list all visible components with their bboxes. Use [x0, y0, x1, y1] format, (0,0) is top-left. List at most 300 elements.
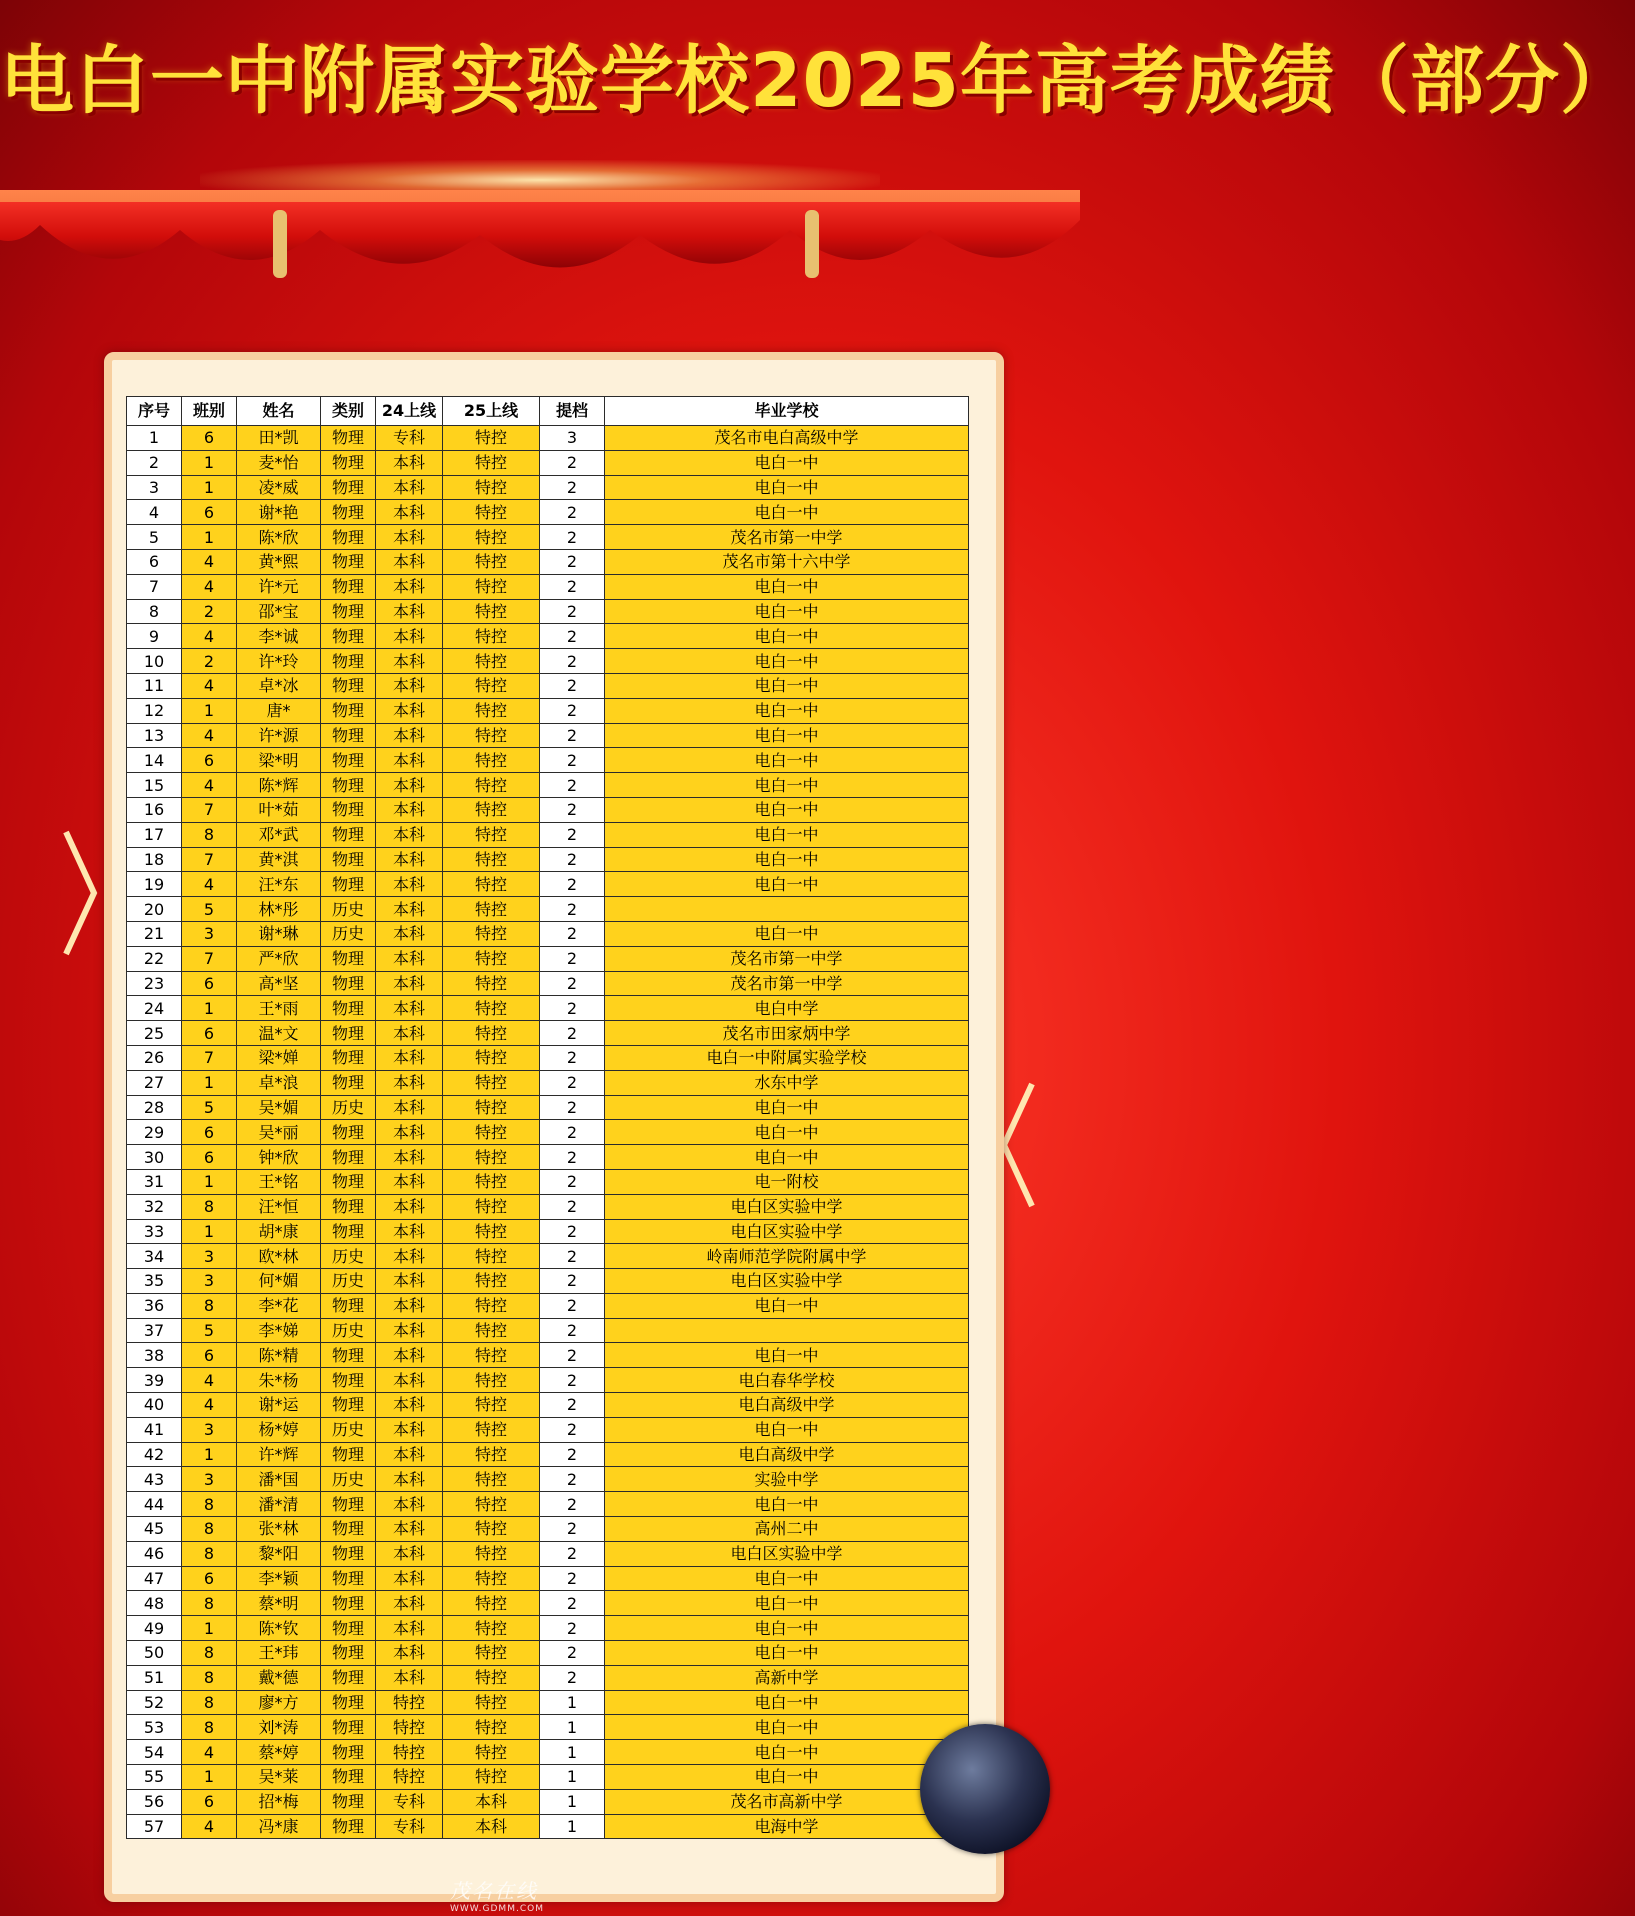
- cell-serial: 52: [127, 1690, 182, 1715]
- cell-school: 岭南师范学院附属中学: [605, 1244, 969, 1269]
- cell-25-line: 特控: [443, 847, 540, 872]
- cell-category: 历史: [321, 1269, 376, 1294]
- cell-class: 4: [182, 549, 237, 574]
- table-row: [127, 673, 969, 698]
- cell-name: 黎*阳: [237, 1541, 321, 1566]
- table-row: [127, 1566, 969, 1591]
- table-row: [127, 1021, 969, 1046]
- cell-tier: 2: [540, 500, 605, 525]
- cell-24-line: 本科: [376, 1021, 443, 1046]
- cell-tier: 2: [540, 748, 605, 773]
- cell-24-line: 本科: [376, 1145, 443, 1170]
- cell-tier: 2: [540, 1269, 605, 1294]
- cell-24-line: 本科: [376, 1120, 443, 1145]
- table-row: [127, 1616, 969, 1641]
- table-row: [127, 450, 969, 475]
- cell-name: 汪*恒: [237, 1194, 321, 1219]
- cell-class: 6: [182, 426, 237, 451]
- cell-25-line: 特控: [443, 1442, 540, 1467]
- cell-category: 物理: [321, 624, 376, 649]
- cell-name: 李*诚: [237, 624, 321, 649]
- cell-25-line: 特控: [443, 500, 540, 525]
- cell-school: 电白一中: [605, 1591, 969, 1616]
- cell-name: 胡*康: [237, 1219, 321, 1244]
- cell-tier: 1: [540, 1765, 605, 1790]
- cell-24-line: 本科: [376, 797, 443, 822]
- cell-serial: 37: [127, 1318, 182, 1343]
- cell-25-line: 特控: [443, 1269, 540, 1294]
- cell-school: 电白区实验中学: [605, 1194, 969, 1219]
- cell-serial: 54: [127, 1740, 182, 1765]
- cell-24-line: 本科: [376, 723, 443, 748]
- cell-24-line: 专科: [376, 1789, 443, 1814]
- cell-category: 物理: [321, 996, 376, 1021]
- cell-24-line: 专科: [376, 1814, 443, 1839]
- cell-category: 物理: [321, 1641, 376, 1666]
- table-row: [127, 1492, 969, 1517]
- cell-24-line: 本科: [376, 1343, 443, 1368]
- cell-serial: 7: [127, 574, 182, 599]
- cell-class: 8: [182, 1293, 237, 1318]
- cell-serial: 42: [127, 1442, 182, 1467]
- cell-school: 电白一中: [605, 624, 969, 649]
- cell-school: 电白一中: [605, 1095, 969, 1120]
- table-row: [127, 1293, 969, 1318]
- cell-25-line: 特控: [443, 599, 540, 624]
- cell-tier: 2: [540, 1169, 605, 1194]
- cell-serial: 2: [127, 450, 182, 475]
- cell-25-line: 特控: [443, 1715, 540, 1740]
- table-row: [127, 971, 969, 996]
- cell-class: 5: [182, 897, 237, 922]
- cell-25-line: 特控: [443, 971, 540, 996]
- table-row: [127, 797, 969, 822]
- cell-serial: 18: [127, 847, 182, 872]
- cell-name: 麦*怡: [237, 450, 321, 475]
- cell-24-line: 本科: [376, 1045, 443, 1070]
- cell-tier: 2: [540, 797, 605, 822]
- cell-school: 电白一中: [605, 1492, 969, 1517]
- table-row: [127, 1715, 969, 1740]
- table-row: [127, 599, 969, 624]
- cell-name: 陈*欣: [237, 525, 321, 550]
- cell-school: 电白一中: [605, 1145, 969, 1170]
- cell-25-line: 特控: [443, 1244, 540, 1269]
- cell-tier: 2: [540, 1665, 605, 1690]
- cell-school: 电白区实验中学: [605, 1541, 969, 1566]
- table-row: [127, 1765, 969, 1790]
- cell-tier: 2: [540, 450, 605, 475]
- cell-school: 电白区实验中学: [605, 1219, 969, 1244]
- cell-name: 廖*方: [237, 1690, 321, 1715]
- cell-tier: 2: [540, 773, 605, 798]
- cell-24-line: 本科: [376, 574, 443, 599]
- cell-24-line: 本科: [376, 1442, 443, 1467]
- table-row: [127, 773, 969, 798]
- header-class: 班别: [182, 397, 237, 426]
- table-row: [127, 897, 969, 922]
- cell-school: 高州二中: [605, 1517, 969, 1542]
- cell-category: 物理: [321, 1690, 376, 1715]
- table-row: [127, 822, 969, 847]
- cell-category: 物理: [321, 748, 376, 773]
- cell-25-line: 特控: [443, 1492, 540, 1517]
- cell-24-line: 本科: [376, 1417, 443, 1442]
- cell-tier: 2: [540, 1393, 605, 1418]
- cell-class: 1: [182, 698, 237, 723]
- cell-24-line: 本科: [376, 1368, 443, 1393]
- cell-tier: 1: [540, 1715, 605, 1740]
- cell-24-line: 本科: [376, 649, 443, 674]
- cell-24-line: 本科: [376, 748, 443, 773]
- cell-25-line: 本科: [443, 1814, 540, 1839]
- cell-category: 物理: [321, 1517, 376, 1542]
- cell-tier: 1: [540, 1690, 605, 1715]
- cell-24-line: 本科: [376, 1541, 443, 1566]
- cell-category: 物理: [321, 1566, 376, 1591]
- cell-25-line: 特控: [443, 1293, 540, 1318]
- cell-name: 叶*茹: [237, 797, 321, 822]
- cell-class: 6: [182, 1021, 237, 1046]
- cell-25-line: 特控: [443, 1045, 540, 1070]
- table-row: [127, 525, 969, 550]
- table-row: [127, 1070, 969, 1095]
- table-row: [127, 1269, 969, 1294]
- table-row: [127, 1541, 969, 1566]
- cell-school: 电白一中: [605, 1566, 969, 1591]
- cell-class: 6: [182, 748, 237, 773]
- cell-class: 8: [182, 1690, 237, 1715]
- cell-school: 茂名市高新中学: [605, 1789, 969, 1814]
- cell-school: 电白一中: [605, 475, 969, 500]
- header-25-line: 25上线: [443, 397, 540, 426]
- cell-category: 历史: [321, 897, 376, 922]
- cell-25-line: 特控: [443, 450, 540, 475]
- cell-serial: 25: [127, 1021, 182, 1046]
- cell-25-line: 特控: [443, 649, 540, 674]
- cell-24-line: 特控: [376, 1765, 443, 1790]
- cell-name: 许*元: [237, 574, 321, 599]
- cell-tier: 2: [540, 475, 605, 500]
- cell-class: 8: [182, 1715, 237, 1740]
- cell-serial: 11: [127, 673, 182, 698]
- cell-class: 4: [182, 1368, 237, 1393]
- cell-24-line: 本科: [376, 996, 443, 1021]
- cell-25-line: 特控: [443, 1541, 540, 1566]
- cell-school: 电白一中: [605, 847, 969, 872]
- cell-tier: 2: [540, 1368, 605, 1393]
- header-school: 毕业学校: [605, 397, 969, 426]
- cell-class: 3: [182, 1417, 237, 1442]
- cell-class: 6: [182, 1789, 237, 1814]
- cell-tier: 2: [540, 1021, 605, 1046]
- cell-serial: 8: [127, 599, 182, 624]
- cell-name: 吴*莱: [237, 1765, 321, 1790]
- cell-name: 许*源: [237, 723, 321, 748]
- cell-24-line: 本科: [376, 1219, 443, 1244]
- cell-class: 1: [182, 1219, 237, 1244]
- table-row: [127, 1368, 969, 1393]
- table-header-row: [127, 397, 969, 426]
- cell-school: 电白一中: [605, 797, 969, 822]
- table-row: [127, 1665, 969, 1690]
- cell-class: 1: [182, 450, 237, 475]
- right-arrow-icon: [1000, 1080, 1036, 1210]
- cell-name: 卓*冰: [237, 673, 321, 698]
- cell-name: 陈*精: [237, 1343, 321, 1368]
- cell-25-line: 特控: [443, 1393, 540, 1418]
- cell-name: 林*彤: [237, 897, 321, 922]
- cell-tier: 2: [540, 1145, 605, 1170]
- cell-25-line: 特控: [443, 525, 540, 550]
- cell-category: 历史: [321, 1318, 376, 1343]
- cell-24-line: 本科: [376, 1492, 443, 1517]
- cell-school: 电白一中: [605, 1293, 969, 1318]
- cell-serial: 34: [127, 1244, 182, 1269]
- cell-serial: 30: [127, 1145, 182, 1170]
- table-row: [127, 1244, 969, 1269]
- cell-category: 历史: [321, 1095, 376, 1120]
- cell-school: 电白一中: [605, 574, 969, 599]
- cell-serial: 46: [127, 1541, 182, 1566]
- table-row: [127, 996, 969, 1021]
- cell-serial: 53: [127, 1715, 182, 1740]
- cell-school: 茂名市第一中学: [605, 525, 969, 550]
- cell-class: 4: [182, 673, 237, 698]
- cell-class: 1: [182, 1070, 237, 1095]
- cell-class: 4: [182, 624, 237, 649]
- cell-category: 物理: [321, 1740, 376, 1765]
- cell-25-line: 特控: [443, 872, 540, 897]
- cell-serial: 17: [127, 822, 182, 847]
- cell-name: 陈*辉: [237, 773, 321, 798]
- cell-category: 物理: [321, 822, 376, 847]
- cell-serial: 41: [127, 1417, 182, 1442]
- cell-24-line: 本科: [376, 847, 443, 872]
- cell-name: 凌*威: [237, 475, 321, 500]
- cell-25-line: 特控: [443, 1740, 540, 1765]
- cell-tier: 2: [540, 996, 605, 1021]
- cell-tier: 2: [540, 897, 605, 922]
- cell-tier: 2: [540, 847, 605, 872]
- cell-25-line: 特控: [443, 1641, 540, 1666]
- cell-category: 物理: [321, 773, 376, 798]
- cell-25-line: 特控: [443, 1690, 540, 1715]
- cell-serial: 45: [127, 1517, 182, 1542]
- cell-school: 电白一中: [605, 1690, 969, 1715]
- table-row: [127, 1219, 969, 1244]
- cell-category: 物理: [321, 1541, 376, 1566]
- cell-serial: 50: [127, 1641, 182, 1666]
- cell-class: 1: [182, 1169, 237, 1194]
- table-row: [127, 1591, 969, 1616]
- cell-25-line: 特控: [443, 1616, 540, 1641]
- cell-name: 卓*浪: [237, 1070, 321, 1095]
- cell-serial: 56: [127, 1789, 182, 1814]
- cell-tier: 2: [540, 574, 605, 599]
- cell-25-line: 特控: [443, 1219, 540, 1244]
- cell-25-line: 特控: [443, 549, 540, 574]
- cell-category: 物理: [321, 946, 376, 971]
- cell-24-line: 本科: [376, 525, 443, 550]
- table-row: [127, 1318, 969, 1343]
- cell-25-line: 特控: [443, 1194, 540, 1219]
- table-row: [127, 1517, 969, 1542]
- cell-class: 8: [182, 1541, 237, 1566]
- table-row: [127, 1145, 969, 1170]
- cell-school: 电白一中: [605, 1120, 969, 1145]
- cell-category: 物理: [321, 872, 376, 897]
- cell-name: 张*林: [237, 1517, 321, 1542]
- cell-name: 欧*林: [237, 1244, 321, 1269]
- cell-category: 物理: [321, 847, 376, 872]
- cell-category: 历史: [321, 1244, 376, 1269]
- table-row: [127, 549, 969, 574]
- cell-25-line: 特控: [443, 1120, 540, 1145]
- cell-name: 冯*康: [237, 1814, 321, 1839]
- table-row: [127, 1343, 969, 1368]
- cell-name: 潘*清: [237, 1492, 321, 1517]
- cell-24-line: 本科: [376, 1194, 443, 1219]
- cell-24-line: 本科: [376, 1566, 443, 1591]
- cell-class: 4: [182, 574, 237, 599]
- cell-name: 高*坚: [237, 971, 321, 996]
- cell-category: 物理: [321, 1492, 376, 1517]
- table-row: [127, 1467, 969, 1492]
- cell-name: 王*玮: [237, 1641, 321, 1666]
- cell-school: 电白一中: [605, 673, 969, 698]
- cell-24-line: 本科: [376, 1095, 443, 1120]
- cell-class: 6: [182, 1566, 237, 1591]
- cell-class: 3: [182, 921, 237, 946]
- cell-class: 4: [182, 1393, 237, 1418]
- cell-25-line: 特控: [443, 946, 540, 971]
- cell-24-line: 本科: [376, 624, 443, 649]
- cell-class: 1: [182, 475, 237, 500]
- cell-24-line: 本科: [376, 1665, 443, 1690]
- cell-tier: 2: [540, 1467, 605, 1492]
- cell-school: 水东中学: [605, 1070, 969, 1095]
- cell-name: 李*花: [237, 1293, 321, 1318]
- cell-serial: 20: [127, 897, 182, 922]
- cell-category: 物理: [321, 723, 376, 748]
- cell-25-line: 特控: [443, 1368, 540, 1393]
- table-row: [127, 1690, 969, 1715]
- cell-category: 历史: [321, 1417, 376, 1442]
- cell-25-line: 特控: [443, 996, 540, 1021]
- cell-24-line: 本科: [376, 872, 443, 897]
- cell-category: 物理: [321, 426, 376, 451]
- cell-class: 8: [182, 1591, 237, 1616]
- cell-tier: 2: [540, 921, 605, 946]
- cell-category: 物理: [321, 1070, 376, 1095]
- cell-name: 梁*婵: [237, 1045, 321, 1070]
- cell-school: 电白高级中学: [605, 1442, 969, 1467]
- cell-24-line: 本科: [376, 1393, 443, 1418]
- cell-serial: 35: [127, 1269, 182, 1294]
- cell-25-line: 特控: [443, 1070, 540, 1095]
- cell-class: 6: [182, 1343, 237, 1368]
- cell-serial: 43: [127, 1467, 182, 1492]
- cell-tier: 2: [540, 946, 605, 971]
- cell-25-line: 特控: [443, 797, 540, 822]
- cell-category: 物理: [321, 971, 376, 996]
- table-row: [127, 921, 969, 946]
- cell-name: 李*颖: [237, 1566, 321, 1591]
- cell-school: 茂名市田家炳中学: [605, 1021, 969, 1046]
- cell-name: 戴*德: [237, 1665, 321, 1690]
- cell-category: 物理: [321, 500, 376, 525]
- cell-class: 2: [182, 649, 237, 674]
- cell-tier: 2: [540, 673, 605, 698]
- cell-tier: 2: [540, 1095, 605, 1120]
- cell-school: 高新中学: [605, 1665, 969, 1690]
- cell-serial: 28: [127, 1095, 182, 1120]
- cell-school: [605, 897, 969, 922]
- cell-25-line: 特控: [443, 773, 540, 798]
- cell-category: 物理: [321, 1715, 376, 1740]
- cell-category: 物理: [321, 1120, 376, 1145]
- cell-24-line: 本科: [376, 1616, 443, 1641]
- cell-serial: 9: [127, 624, 182, 649]
- cell-serial: 48: [127, 1591, 182, 1616]
- cell-serial: 51: [127, 1665, 182, 1690]
- cell-category: 物理: [321, 1368, 376, 1393]
- cell-24-line: 本科: [376, 1244, 443, 1269]
- cell-school: 电一附校: [605, 1169, 969, 1194]
- table-row: [127, 574, 969, 599]
- cell-category: 物理: [321, 1765, 376, 1790]
- table-row: [127, 624, 969, 649]
- cell-name: 许*玲: [237, 649, 321, 674]
- cell-name: 谢*琳: [237, 921, 321, 946]
- cell-class: 1: [182, 1442, 237, 1467]
- cell-24-line: 特控: [376, 1715, 443, 1740]
- cell-24-line: 本科: [376, 1070, 443, 1095]
- cell-tier: 2: [540, 1517, 605, 1542]
- cell-school: 电白一中: [605, 698, 969, 723]
- cell-class: 8: [182, 1641, 237, 1666]
- cell-category: 物理: [321, 1814, 376, 1839]
- scores-table: [126, 396, 969, 1839]
- cell-class: 1: [182, 1616, 237, 1641]
- cell-24-line: 本科: [376, 475, 443, 500]
- table-row: [127, 1120, 969, 1145]
- cell-category: 物理: [321, 1293, 376, 1318]
- cell-serial: 31: [127, 1169, 182, 1194]
- cell-24-line: 本科: [376, 1641, 443, 1666]
- cell-25-line: 特控: [443, 673, 540, 698]
- cell-24-line: 本科: [376, 698, 443, 723]
- cell-class: 4: [182, 872, 237, 897]
- cell-25-line: 特控: [443, 1417, 540, 1442]
- cell-24-line: 本科: [376, 921, 443, 946]
- cell-serial: 39: [127, 1368, 182, 1393]
- cell-25-line: 特控: [443, 1169, 540, 1194]
- cell-tier: 2: [540, 1541, 605, 1566]
- cell-name: 严*欣: [237, 946, 321, 971]
- cell-tier: 2: [540, 1070, 605, 1095]
- cell-24-line: 本科: [376, 1467, 443, 1492]
- cell-name: 许*辉: [237, 1442, 321, 1467]
- cell-school: 电白一中: [605, 1616, 969, 1641]
- cell-serial: 3: [127, 475, 182, 500]
- cell-serial: 19: [127, 872, 182, 897]
- poster-title: 电白一中附属实验学校2025年高考成绩（部分）: [0, 38, 1635, 124]
- cell-category: 物理: [321, 1021, 376, 1046]
- cell-24-line: 本科: [376, 1517, 443, 1542]
- cell-tier: 1: [540, 1789, 605, 1814]
